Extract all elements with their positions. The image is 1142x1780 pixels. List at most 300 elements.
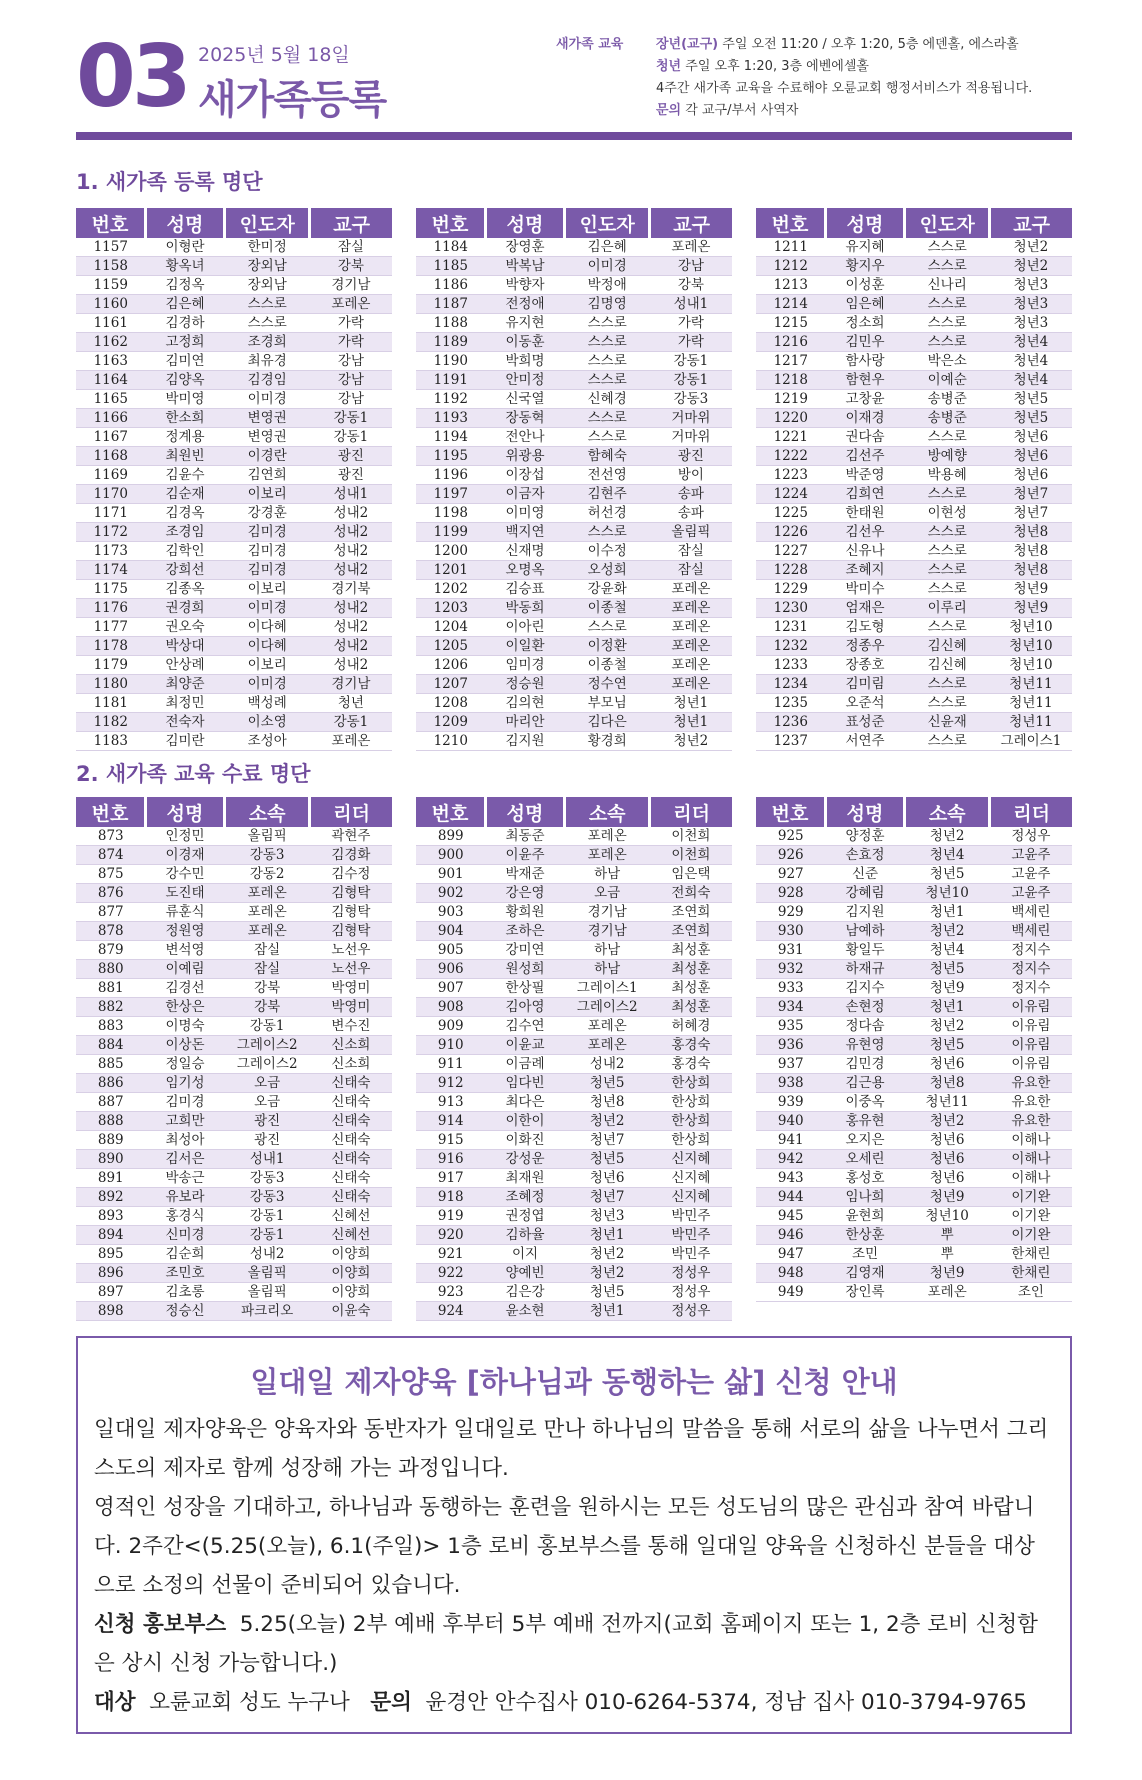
table-cell: 1205: [416, 637, 486, 656]
table-cell: 변영권: [225, 409, 310, 428]
table-cell: 이윤주: [486, 846, 565, 865]
table-cell: 1234: [756, 675, 826, 694]
column-header: 번호: [756, 208, 826, 238]
table-cell: 1190: [416, 352, 486, 371]
table-row: [76, 941, 392, 960]
table-cell: 928: [756, 884, 826, 903]
table-row: [76, 1131, 392, 1150]
table-cell: 최정민: [146, 694, 225, 713]
completion-table-1: [76, 797, 392, 1321]
table-cell: 이한이: [486, 1112, 565, 1131]
table-cell: 최다은: [486, 1093, 565, 1112]
table-cell: 강남: [310, 371, 392, 390]
table-cell: 1211: [756, 238, 826, 257]
table-row: [416, 656, 732, 675]
table-cell: 박재준: [486, 865, 565, 884]
table-cell: 그레이스2: [565, 998, 650, 1017]
table-cell: 강미연: [486, 941, 565, 960]
table-row: [416, 865, 732, 884]
table-cell: 1158: [76, 257, 146, 276]
table-cell: 잠실: [225, 941, 310, 960]
table-cell: 청년9: [990, 580, 1072, 599]
table-row: [76, 637, 392, 656]
table-row: [416, 485, 732, 504]
booth-label: 신청 홍보부스: [94, 1612, 227, 1637]
table-cell: 정지수: [990, 941, 1072, 960]
table-cell: 함사랑: [826, 352, 905, 371]
table-cell: 포레온: [565, 827, 650, 846]
table-cell: 923: [416, 1283, 486, 1302]
table-row: [756, 618, 1072, 637]
column-header: 인도자: [225, 208, 310, 238]
table-cell: 1172: [76, 523, 146, 542]
table-cell: 가락: [310, 333, 392, 352]
table-row: [416, 428, 732, 447]
info-line-note: 4주간 새가족 교육을 수료해야 오륜교회 행정서비스가 적용됩니다.: [656, 81, 1033, 96]
contact-text: 윤경안 안수집사 010-6264-5374, 정남 집사 010-3794-9765: [425, 1690, 1027, 1715]
table-cell: 933: [756, 979, 826, 998]
table-cell: 경기남: [310, 675, 392, 694]
table-cell: 가락: [650, 314, 732, 333]
table-cell: 897: [76, 1283, 146, 1302]
table-row: [416, 1302, 732, 1321]
table-cell: 스스로: [905, 333, 990, 352]
table-cell: 정성우: [990, 827, 1072, 846]
table-cell: 신태숙: [310, 1150, 392, 1169]
table-cell: 거마위: [650, 428, 732, 447]
table-cell: 청년2: [905, 827, 990, 846]
table-cell: 청년5: [565, 1150, 650, 1169]
table-cell: 1179: [76, 656, 146, 675]
table-cell: 스스로: [905, 618, 990, 637]
table-cell: 청년4: [990, 333, 1072, 352]
header-divider: [76, 132, 1072, 140]
table-cell: 스스로: [565, 333, 650, 352]
table-cell: 강동1: [310, 428, 392, 447]
table-cell: 그레이스2: [225, 1036, 310, 1055]
table-cell: 임나희: [826, 1188, 905, 1207]
table-cell: 신소희: [310, 1055, 392, 1074]
table-cell: 932: [756, 960, 826, 979]
table-cell: 891: [76, 1169, 146, 1188]
table-row: [756, 1245, 1072, 1264]
registration-table-3: [756, 208, 1072, 751]
table-cell: 신태숙: [310, 1188, 392, 1207]
table-cell: 하남: [565, 960, 650, 979]
target-text: 오륜교회 성도 누구나: [149, 1690, 350, 1715]
table-cell: 전선영: [565, 466, 650, 485]
table-cell: 931: [756, 941, 826, 960]
section-title-registration: 1. 새가족 등록 명단: [76, 170, 263, 194]
table-cell: 946: [756, 1226, 826, 1245]
table-row: [76, 295, 392, 314]
table-cell: 조민호: [146, 1264, 225, 1283]
table-cell: 스스로: [905, 694, 990, 713]
table-row: [756, 333, 1072, 352]
table-row: [76, 1245, 392, 1264]
table-cell: 청년9: [905, 979, 990, 998]
table-cell: 박영미: [310, 979, 392, 998]
table-cell: 이해나: [990, 1169, 1072, 1188]
table-cell: 김경선: [146, 979, 225, 998]
table-cell: 남예하: [826, 922, 905, 941]
table-cell: 1218: [756, 371, 826, 390]
table-cell: 905: [416, 941, 486, 960]
table-cell: 박복남: [486, 257, 565, 276]
table-cell: 청년11: [990, 675, 1072, 694]
contact-label: 문의: [370, 1690, 412, 1715]
table-row: [76, 447, 392, 466]
table-cell: 이해나: [990, 1150, 1072, 1169]
table-cell: 정승신: [146, 1302, 225, 1321]
table-cell: 899: [416, 827, 486, 846]
table-cell: 청년6: [905, 1055, 990, 1074]
table-cell: 1223: [756, 466, 826, 485]
table-cell: 조연희: [650, 922, 732, 941]
table-row: [76, 713, 392, 732]
table-cell: 1166: [76, 409, 146, 428]
table-cell: 청년2: [565, 1245, 650, 1264]
table-row: [756, 276, 1072, 295]
table-cell: 전정애: [486, 295, 565, 314]
table-cell: 김형탁: [310, 884, 392, 903]
table-cell: 신태숙: [310, 1093, 392, 1112]
table-cell: 이보리: [225, 656, 310, 675]
table-cell: 위광용: [486, 447, 565, 466]
table-cell: 청년6: [905, 1150, 990, 1169]
table-cell: 이동훈: [486, 333, 565, 352]
table-cell: 윤현희: [826, 1207, 905, 1226]
table-row: [416, 390, 732, 409]
table-row: [756, 1150, 1072, 1169]
table-row: [756, 352, 1072, 371]
table-cell: 청년8: [565, 1093, 650, 1112]
table-cell: 신윤재: [905, 713, 990, 732]
table-cell: 정일승: [146, 1055, 225, 1074]
info-line-youth: 청년 주일 오후 1:20, 3층 에벤에셀홀: [656, 59, 869, 74]
table-cell: 스스로: [905, 428, 990, 447]
table-cell: 박은소: [905, 352, 990, 371]
table-cell: 청년8: [990, 523, 1072, 542]
table-cell: 성내1: [650, 295, 732, 314]
table-cell: 스스로: [565, 618, 650, 637]
table-cell: 정다솜: [826, 1017, 905, 1036]
target-label: 대상: [94, 1690, 136, 1715]
table-row: [416, 884, 732, 903]
page-title: 새가족등록: [198, 77, 387, 123]
table-cell: 1157: [76, 238, 146, 257]
table-cell: 886: [76, 1074, 146, 1093]
table-row: [416, 1074, 732, 1093]
table-cell: 김은혜: [146, 295, 225, 314]
table-cell: 스스로: [225, 314, 310, 333]
table-cell: 경기북: [310, 580, 392, 599]
table-cell: 조성아: [225, 732, 310, 751]
table-row: [76, 694, 392, 713]
table-cell: 홍성호: [826, 1169, 905, 1188]
table-cell: 939: [756, 1093, 826, 1112]
table-cell: 청년: [310, 694, 392, 713]
table-cell: 백지연: [486, 523, 565, 542]
table-cell: 황지우: [826, 257, 905, 276]
table-cell: 강은영: [486, 884, 565, 903]
table-row: [76, 884, 392, 903]
table-cell: 오준석: [826, 694, 905, 713]
table-row: [756, 713, 1072, 732]
table-cell: 신태숙: [310, 1074, 392, 1093]
table-header: [756, 208, 1072, 238]
table-cell: 김윤수: [146, 466, 225, 485]
table-cell: 그레이스2: [225, 1055, 310, 1074]
table-row: [756, 504, 1072, 523]
table-cell: 청년4: [905, 846, 990, 865]
table-cell: 박상대: [146, 637, 225, 656]
table-cell: 이현성: [905, 504, 990, 523]
table-cell: 1187: [416, 295, 486, 314]
table-cell: 1230: [756, 599, 826, 618]
table-cell: 포레온: [310, 732, 392, 751]
table-cell: 898: [76, 1302, 146, 1321]
table-cell: 이루리: [905, 599, 990, 618]
notice-paragraph-2: 영적인 성장을 기대하고, 하나님과 동행하는 훈련을 원하시는 모든 성도님의 많은 관심과 참여 바랍니다. 2주간<(5.25(오늘), 6.1(주일)> 1층 로비 홍보부스를 통해 일대일 양육을 신청하신 분들을 대상으로 소정의 선물이 준비되어 있습니다.: [94, 1495, 1035, 1598]
table-cell: 이아린: [486, 618, 565, 637]
table-cell: 정지수: [990, 960, 1072, 979]
table-cell: 강북: [650, 276, 732, 295]
table-cell: 1202: [416, 580, 486, 599]
table-row: [416, 675, 732, 694]
table-row: [416, 827, 732, 846]
table-cell: 1206: [416, 656, 486, 675]
table-cell: 907: [416, 979, 486, 998]
table-row: [756, 656, 1072, 675]
table-cell: 880: [76, 960, 146, 979]
table-cell: 스스로: [565, 352, 650, 371]
table-cell: 김승표: [486, 580, 565, 599]
column-header: 번호: [416, 797, 486, 827]
table-cell: 신재명: [486, 542, 565, 561]
table-cell: 오금: [225, 1093, 310, 1112]
table-cell: 김영재: [826, 1264, 905, 1283]
table-cell: 이해나: [990, 1131, 1072, 1150]
completion-table-2: [416, 797, 732, 1321]
table-cell: 정성우: [650, 1264, 732, 1283]
table-cell: 송파: [650, 504, 732, 523]
table-cell: 포레온: [905, 1283, 990, 1302]
table-cell: 장동혁: [486, 409, 565, 428]
table-row: [756, 428, 1072, 447]
info-line-contact: 문의 각 교구/부서 사역자: [656, 103, 799, 118]
table-cell: 백성례: [225, 694, 310, 713]
table-row: [76, 257, 392, 276]
table-cell: 929: [756, 903, 826, 922]
column-header: 성명: [486, 208, 565, 238]
table-cell: 신나리: [905, 276, 990, 295]
table-row: [76, 979, 392, 998]
table-cell: 1176: [76, 599, 146, 618]
table-cell: 1181: [76, 694, 146, 713]
table-row: [416, 1226, 732, 1245]
table-cell: 한상필: [486, 979, 565, 998]
table-row: [756, 637, 1072, 656]
column-header: 소속: [905, 797, 990, 827]
column-header: 리더: [990, 797, 1072, 827]
table-cell: 김도형: [826, 618, 905, 637]
table-cell: 1185: [416, 257, 486, 276]
table-cell: 박준영: [826, 466, 905, 485]
table-cell: 포레온: [225, 884, 310, 903]
table-cell: 이기완: [990, 1226, 1072, 1245]
table-cell: 박용혜: [905, 466, 990, 485]
table-cell: 김선주: [826, 447, 905, 466]
table-cell: 941: [756, 1131, 826, 1150]
table-cell: 942: [756, 1150, 826, 1169]
table-row: [76, 1169, 392, 1188]
table-row: [756, 922, 1072, 941]
table-cell: 신지혜: [650, 1188, 732, 1207]
table-cell: 909: [416, 1017, 486, 1036]
table-row: [416, 637, 732, 656]
table-cell: 이종철: [565, 599, 650, 618]
table-cell: 청년7: [990, 504, 1072, 523]
table-cell: 정승원: [486, 675, 565, 694]
table-cell: 이명숙: [146, 1017, 225, 1036]
table-cell: 강동3: [225, 1188, 310, 1207]
table-row: [756, 732, 1072, 751]
table-cell: 박영미: [310, 998, 392, 1017]
column-header: 교구: [990, 208, 1072, 238]
table-cell: 성내2: [310, 504, 392, 523]
table-cell: 887: [76, 1093, 146, 1112]
table-row: [416, 371, 732, 390]
table-cell: 이양희: [310, 1283, 392, 1302]
table-cell: 이예순: [905, 371, 990, 390]
table-row: [756, 1207, 1072, 1226]
table-cell: 올림픽: [225, 1264, 310, 1283]
table-cell: 944: [756, 1188, 826, 1207]
table-cell: 유현영: [826, 1036, 905, 1055]
table-cell: 1170: [76, 485, 146, 504]
table-cell: 1198: [416, 504, 486, 523]
table-cell: 890: [76, 1150, 146, 1169]
column-header: 번호: [76, 208, 146, 238]
table-cell: 김은강: [486, 1283, 565, 1302]
table-cell: 김의현: [486, 694, 565, 713]
table-cell: 포레온: [310, 295, 392, 314]
table-row: [76, 504, 392, 523]
table-cell: 장외남: [225, 257, 310, 276]
table-cell: 901: [416, 865, 486, 884]
table-cell: 송병준: [905, 409, 990, 428]
table-cell: 김지수: [826, 979, 905, 998]
table-cell: 임은택: [650, 865, 732, 884]
table-row: [416, 1169, 732, 1188]
table-cell: 1183: [76, 732, 146, 751]
table-cell: 1200: [416, 542, 486, 561]
table-cell: 청년9: [990, 599, 1072, 618]
table-cell: 이윤숙: [310, 1302, 392, 1321]
table-cell: 그레이스1: [990, 732, 1072, 751]
table-cell: 포레온: [565, 846, 650, 865]
table-cell: 906: [416, 960, 486, 979]
table-cell: 1208: [416, 694, 486, 713]
column-header: 번호: [416, 208, 486, 238]
table-cell: 신준: [826, 865, 905, 884]
table-cell: 이미영: [486, 504, 565, 523]
table-cell: 청년2: [905, 1112, 990, 1131]
table-cell: 조연희: [650, 903, 732, 922]
table-row: [416, 333, 732, 352]
table-cell: 강북: [225, 979, 310, 998]
table-cell: 신지혜: [650, 1169, 732, 1188]
table-row: [756, 390, 1072, 409]
table-cell: 임다빈: [486, 1074, 565, 1093]
table-row: [416, 922, 732, 941]
table-cell: 김근용: [826, 1074, 905, 1093]
table-row: [756, 979, 1072, 998]
table-cell: 925: [756, 827, 826, 846]
table-cell: 청년1: [905, 903, 990, 922]
table-cell: 청년10: [905, 884, 990, 903]
table-cell: 장외남: [225, 276, 310, 295]
table-cell: 이양희: [310, 1264, 392, 1283]
table-cell: 황희원: [486, 903, 565, 922]
table-cell: 노선우: [310, 941, 392, 960]
discipleship-notice: [76, 1336, 1072, 1734]
table-cell: 조경임: [146, 523, 225, 542]
table-cell: 910: [416, 1036, 486, 1055]
table-cell: 김아영: [486, 998, 565, 1017]
table-cell: 이기완: [990, 1207, 1072, 1226]
table-cell: 강남: [310, 390, 392, 409]
table-cell: 893: [76, 1207, 146, 1226]
table-cell: 이보리: [225, 580, 310, 599]
table-cell: 1221: [756, 428, 826, 447]
table-cell: 이기완: [990, 1188, 1072, 1207]
table-cell: 이화진: [486, 1131, 565, 1150]
table-cell: 유지현: [486, 314, 565, 333]
table-cell: 임은혜: [826, 295, 905, 314]
table-cell: 김미경: [225, 542, 310, 561]
table-cell: 1194: [416, 428, 486, 447]
table-cell: 신태숙: [310, 1169, 392, 1188]
table-cell: 황일두: [826, 941, 905, 960]
table-cell: 1162: [76, 333, 146, 352]
table-cell: 정소희: [826, 314, 905, 333]
table-cell: 이다혜: [225, 618, 310, 637]
table-cell: 올림픽: [650, 523, 732, 542]
table-cell: 표성준: [826, 713, 905, 732]
table-row: [76, 1302, 392, 1321]
table-row: [756, 257, 1072, 276]
table-cell: 이수정: [565, 542, 650, 561]
table-cell: 고윤주: [990, 846, 1072, 865]
table-cell: 914: [416, 1112, 486, 1131]
table-row: [416, 618, 732, 637]
table-cell: 1168: [76, 447, 146, 466]
table-row: [416, 561, 732, 580]
table-cell: 1215: [756, 314, 826, 333]
table-cell: 포레온: [650, 656, 732, 675]
table-cell: 양예빈: [486, 1264, 565, 1283]
table-cell: 가락: [310, 314, 392, 333]
table-cell: 889: [76, 1131, 146, 1150]
table-cell: 1182: [76, 713, 146, 732]
table-row: [76, 542, 392, 561]
table-row: [756, 998, 1072, 1017]
table-cell: 최성훈: [650, 998, 732, 1017]
table-cell: 김경하: [146, 314, 225, 333]
table-cell: 이천희: [650, 827, 732, 846]
